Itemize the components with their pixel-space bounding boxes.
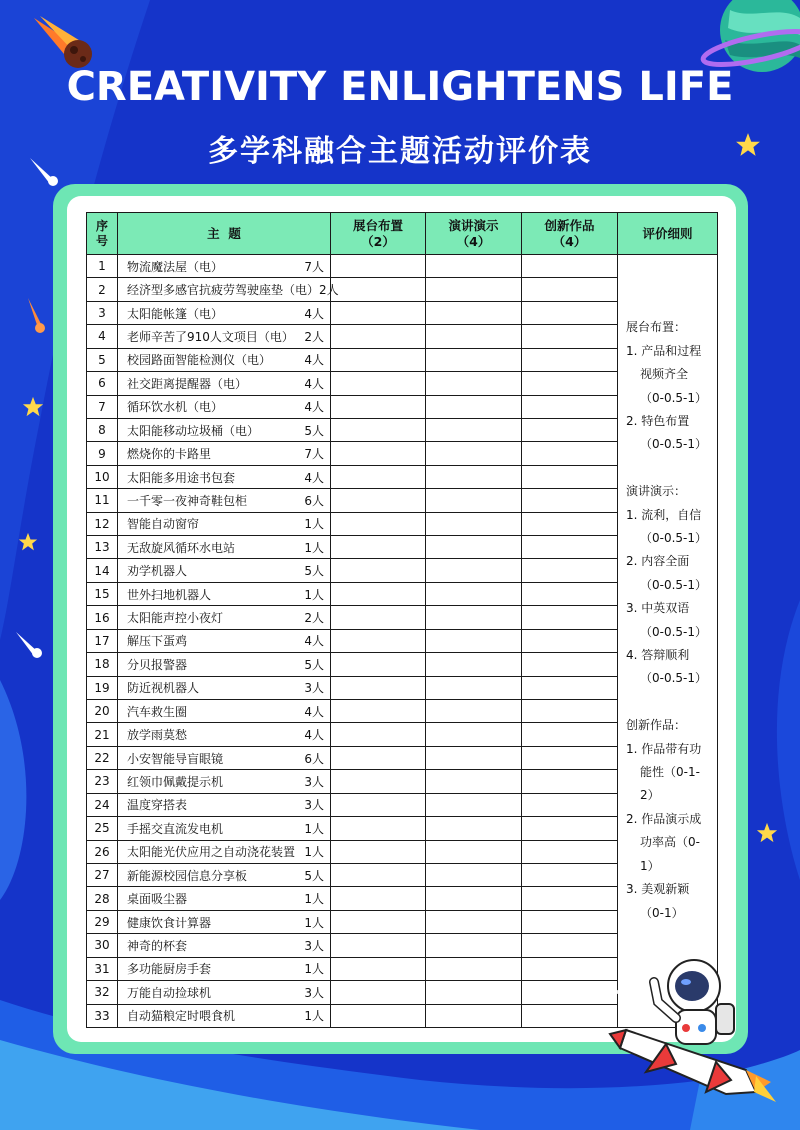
row-topic — [118, 981, 331, 1004]
row-topic — [118, 863, 331, 886]
booth-score-cell[interactable] — [331, 957, 426, 980]
work-score-cell[interactable] — [522, 559, 618, 582]
details-work-item-3: 3. 美观新颖 — [626, 882, 690, 897]
topic-count: 4人 — [304, 400, 324, 415]
topic-count: 1人 — [304, 587, 324, 602]
row-number: 18 — [87, 653, 118, 676]
row-topic — [118, 723, 331, 746]
work-score-cell[interactable] — [522, 418, 618, 441]
row-number: 12 — [87, 512, 118, 535]
work-score-cell[interactable] — [522, 957, 618, 980]
topic-count: 2人 — [304, 329, 324, 344]
row-topic — [118, 676, 331, 699]
row-number: 9 — [87, 442, 118, 465]
row-number: 23 — [87, 770, 118, 793]
speech-score-cell[interactable] — [426, 301, 522, 324]
row-number: 21 — [87, 723, 118, 746]
details-booth-item-1: 1. 产品和过程 — [626, 343, 702, 358]
speech-score-cell[interactable] — [426, 840, 522, 863]
speech-score-cell[interactable] — [426, 536, 522, 559]
booth-score-cell[interactable] — [331, 606, 426, 629]
booth-score-cell[interactable] — [331, 348, 426, 371]
details-speech-item-2: 2. 内容全面 — [626, 554, 690, 569]
header-topic: 主 题 — [118, 213, 331, 255]
booth-score-cell[interactable] — [331, 559, 426, 582]
work-score-cell[interactable] — [522, 395, 618, 418]
topic-name: 汽车救生圈 — [127, 704, 188, 719]
booth-score-cell[interactable] — [331, 840, 426, 863]
topic-count: 1人 — [304, 915, 324, 930]
speech-score-cell[interactable] — [426, 887, 522, 910]
speech-score-cell[interactable] — [426, 653, 522, 676]
row-topic — [118, 372, 331, 395]
speech-score-cell[interactable] — [426, 418, 522, 441]
topic-name: 太阳能移动垃圾桶（电） — [127, 423, 260, 438]
row-number: 17 — [87, 629, 118, 652]
details-booth-item-2-score: （0-0.5-1） — [640, 437, 708, 452]
topic-count: 1人 — [304, 845, 324, 860]
topic-name: 无敌旋风循环水电站 — [127, 540, 236, 555]
table-row — [87, 255, 718, 278]
topic-name: 手摇交直流发电机 — [127, 821, 224, 836]
topic-name: 万能自动捡球机 — [127, 985, 212, 1000]
header-work — [522, 213, 618, 255]
header-booth-label: 展台布置 — [352, 217, 403, 233]
row-topic — [118, 629, 331, 652]
booth-score-cell[interactable] — [331, 418, 426, 441]
row-number: 2 — [87, 278, 118, 301]
topic-name: 燃烧你的卡路里 — [127, 447, 212, 462]
booth-score-cell[interactable] — [331, 255, 426, 278]
work-score-cell[interactable] — [522, 1004, 618, 1028]
booth-score-cell[interactable] — [331, 700, 426, 723]
work-score-cell[interactable] — [522, 887, 618, 910]
work-score-cell[interactable] — [522, 793, 618, 816]
topic-count: 4人 — [304, 470, 324, 485]
work-score-cell[interactable] — [522, 676, 618, 699]
row-number: 8 — [87, 418, 118, 441]
topic-name: 神奇的杯套 — [127, 938, 188, 953]
row-topic — [118, 489, 331, 512]
row-number: 1 — [87, 255, 118, 278]
booth-score-cell[interactable] — [331, 489, 426, 512]
row-topic — [118, 653, 331, 676]
row-number: 26 — [87, 840, 118, 863]
booth-score-cell[interactable] — [331, 887, 426, 910]
topic-name: 劝学机器人 — [127, 564, 188, 579]
row-number: 4 — [87, 325, 118, 348]
details-work-item-1: 1. 作品带有功 — [626, 741, 702, 756]
speech-score-cell[interactable] — [426, 582, 522, 605]
speech-score-cell[interactable] — [426, 255, 522, 278]
speech-score-cell[interactable] — [426, 981, 522, 1004]
work-score-cell[interactable] — [522, 536, 618, 559]
work-score-cell[interactable] — [522, 255, 618, 278]
topic-name: 物流魔法屋（电） — [127, 259, 224, 274]
booth-score-cell[interactable] — [331, 910, 426, 933]
topic-count: 1人 — [304, 1009, 324, 1024]
row-topic — [118, 910, 331, 933]
row-topic — [118, 934, 331, 957]
booth-score-cell[interactable] — [331, 793, 426, 816]
speech-score-cell[interactable] — [426, 676, 522, 699]
topic-count: 3人 — [304, 938, 324, 953]
details-work-item-2: 2. 作品演示成 — [626, 811, 702, 826]
row-topic — [118, 536, 331, 559]
speech-score-cell[interactable] — [426, 325, 522, 348]
topic-name: 桌面吸尘器 — [127, 892, 188, 907]
booth-score-cell[interactable] — [331, 325, 426, 348]
speech-score-cell[interactable] — [426, 934, 522, 957]
row-number: 30 — [87, 934, 118, 957]
details-work-item-3-score: （0-1） — [640, 905, 684, 920]
booth-score-cell[interactable] — [331, 723, 426, 746]
row-topic — [118, 700, 331, 723]
row-topic — [118, 746, 331, 769]
topic-count: 4人 — [304, 704, 324, 719]
booth-score-cell[interactable] — [331, 817, 426, 840]
topic-name: 社交距离提醒器（电） — [127, 376, 248, 391]
row-topic — [118, 278, 339, 301]
topic-name: 小安智能导盲眼镜 — [127, 751, 224, 766]
row-number: 14 — [87, 559, 118, 582]
row-number: 15 — [87, 582, 118, 605]
work-score-cell[interactable] — [522, 278, 618, 301]
topic-name: 红领巾佩戴提示机 — [127, 774, 224, 789]
topic-count: 1人 — [304, 962, 324, 977]
details-speech-item-3: 3. 中英双语 — [626, 601, 690, 616]
booth-score-cell[interactable] — [331, 981, 426, 1004]
topic-name: 太阳能帐篷（电） — [127, 306, 224, 321]
topic-name: 太阳能声控小夜灯 — [127, 611, 224, 626]
speech-score-cell[interactable] — [426, 395, 522, 418]
work-score-cell[interactable] — [522, 700, 618, 723]
row-topic — [118, 418, 331, 441]
work-score-cell[interactable] — [522, 840, 618, 863]
topic-count: 4人 — [304, 353, 324, 368]
topic-count: 5人 — [304, 564, 324, 579]
topic-name: 温度穿搭表 — [127, 798, 188, 813]
details-work-heading: 创新作品： — [626, 718, 687, 733]
topic-count: 7人 — [304, 259, 324, 274]
speech-score-cell[interactable] — [426, 817, 522, 840]
page-title: 多学科融合主题活动评价表 — [208, 134, 592, 169]
booth-score-cell[interactable] — [331, 863, 426, 886]
topic-name: 循环饮水机（电） — [127, 400, 224, 415]
header-work-score: （4） — [552, 233, 587, 249]
header-speech — [426, 213, 522, 255]
header-row — [87, 213, 718, 255]
row-topic — [118, 512, 331, 535]
row-number: 7 — [87, 395, 118, 418]
work-score-cell[interactable] — [522, 325, 618, 348]
row-topic — [118, 1004, 331, 1028]
topic-count: 5人 — [304, 657, 324, 672]
work-score-cell[interactable] — [522, 723, 618, 746]
topic-name: 经济型多感官抗疲劳驾驶座垫（电） — [127, 283, 320, 298]
work-score-cell[interactable] — [522, 348, 618, 371]
work-score-cell[interactable] — [522, 817, 618, 840]
speech-score-cell[interactable] — [426, 489, 522, 512]
work-score-cell[interactable] — [522, 863, 618, 886]
row-number: 16 — [87, 606, 118, 629]
work-score-cell[interactable] — [522, 653, 618, 676]
details-speech-item-1: 1. 流利，自信 — [626, 507, 702, 522]
row-number: 19 — [87, 676, 118, 699]
topic-count: 4人 — [304, 376, 324, 391]
topic-count: 4人 — [304, 634, 324, 649]
row-number: 24 — [87, 793, 118, 816]
booth-score-cell[interactable] — [331, 278, 426, 301]
work-score-cell[interactable] — [522, 465, 618, 488]
booth-score-cell[interactable] — [331, 536, 426, 559]
booth-score-cell[interactable] — [331, 1004, 426, 1028]
booth-score-cell[interactable] — [331, 582, 426, 605]
topic-name: 解压下蛋鸡 — [127, 634, 188, 649]
speech-score-cell[interactable] — [426, 957, 522, 980]
row-topic — [118, 793, 331, 816]
row-topic — [118, 442, 331, 465]
speech-score-cell[interactable] — [426, 863, 522, 886]
row-number: 3 — [87, 301, 118, 324]
header-index — [87, 213, 118, 255]
topic-count: 6人 — [304, 493, 324, 508]
meteor-icon — [26, 296, 48, 336]
row-number: 11 — [87, 489, 118, 512]
row-topic — [118, 606, 331, 629]
speech-score-cell[interactable] — [426, 793, 522, 816]
topic-name: 新能源校园信息分享板 — [127, 868, 248, 883]
details-speech-item-3-score: （0-0.5-1） — [640, 624, 708, 639]
speech-score-cell[interactable] — [426, 372, 522, 395]
row-number: 22 — [87, 746, 118, 769]
topic-count: 4人 — [304, 306, 324, 321]
row-number: 28 — [87, 887, 118, 910]
header-index-label: 序号 — [95, 218, 108, 248]
speech-score-cell[interactable] — [426, 746, 522, 769]
topic-name: 健康饮食计算器 — [127, 915, 212, 930]
row-topic — [118, 559, 331, 582]
work-score-cell[interactable] — [522, 489, 618, 512]
details-booth-heading: 展台布置： — [626, 320, 687, 335]
booth-score-cell[interactable] — [331, 465, 426, 488]
row-topic — [118, 301, 331, 324]
row-topic — [118, 465, 331, 488]
work-score-cell[interactable] — [522, 934, 618, 957]
astronaut-on-rocket-icon — [606, 952, 776, 1112]
topic-name: 防近视机器人 — [127, 681, 200, 696]
booth-score-cell[interactable] — [331, 934, 426, 957]
header-speech-score: （4） — [456, 233, 491, 249]
details-speech-item-4-score: （0-0.5-1） — [640, 671, 708, 686]
booth-score-cell[interactable] — [331, 676, 426, 699]
details-booth-item-2: 2. 特色布置 — [626, 414, 690, 429]
topic-count: 2人 — [319, 283, 339, 298]
topic-name: 一千零一夜神奇鞋包柜 — [127, 493, 248, 508]
header-details: 评价细则 — [618, 213, 718, 255]
booth-score-cell[interactable] — [331, 442, 426, 465]
row-number: 10 — [87, 465, 118, 488]
work-score-cell[interactable] — [522, 770, 618, 793]
speech-score-cell[interactable] — [426, 910, 522, 933]
row-topic — [118, 255, 331, 278]
topic-name: 放学雨莫愁 — [127, 728, 188, 743]
work-score-cell[interactable] — [522, 372, 618, 395]
row-topic — [118, 957, 331, 980]
topic-name: 多功能厨房手套 — [127, 962, 212, 977]
details-speech-item-2-score: （0-0.5-1） — [640, 577, 708, 592]
details-speech-item-1-score: （0-0.5-1） — [640, 531, 708, 546]
topic-count: 1人 — [304, 821, 324, 836]
details-work-item-1-cont: 能性（0-1-2） — [640, 765, 700, 803]
booth-score-cell[interactable] — [331, 653, 426, 676]
work-score-cell[interactable] — [522, 512, 618, 535]
star-icon — [22, 396, 44, 418]
topic-count: 4人 — [304, 728, 324, 743]
speech-score-cell[interactable] — [426, 629, 522, 652]
details-work-item-2-cont: 功率高（0-1） — [640, 835, 700, 873]
row-topic — [118, 348, 331, 371]
row-number: 5 — [87, 348, 118, 371]
header-booth-score: （2） — [361, 233, 395, 249]
speech-score-cell[interactable] — [426, 442, 522, 465]
row-number: 33 — [87, 1004, 118, 1028]
topic-name: 太阳能光伏应用之自动浇花装置 — [127, 845, 296, 860]
booth-score-cell[interactable] — [331, 372, 426, 395]
topic-count: 1人 — [304, 517, 324, 532]
work-score-cell[interactable] — [522, 582, 618, 605]
star-icon — [18, 532, 38, 552]
topic-count: 1人 — [304, 892, 324, 907]
topic-name: 校园路面智能检测仪（电） — [127, 353, 272, 368]
work-score-cell[interactable] — [522, 910, 618, 933]
topic-name: 智能自动窗帘 — [127, 517, 200, 532]
page-title-english: CREATIVITY ENLIGHTENS LIFE — [66, 64, 734, 110]
details-speech-item-4: 4. 答辩顺利 — [626, 648, 690, 663]
speech-score-cell[interactable] — [426, 348, 522, 371]
speech-score-cell[interactable] — [426, 559, 522, 582]
meteor-icon — [14, 630, 44, 660]
row-number: 20 — [87, 700, 118, 723]
details-cell — [618, 255, 718, 1028]
work-score-cell[interactable] — [522, 606, 618, 629]
work-score-cell[interactable] — [522, 746, 618, 769]
topic-count: 7人 — [304, 447, 324, 462]
speech-score-cell[interactable] — [426, 606, 522, 629]
row-topic — [118, 887, 331, 910]
speech-score-cell[interactable] — [426, 700, 522, 723]
booth-score-cell[interactable] — [331, 746, 426, 769]
topic-count: 5人 — [304, 868, 324, 883]
booth-score-cell[interactable] — [331, 770, 426, 793]
speech-score-cell[interactable] — [426, 723, 522, 746]
topic-count: 2人 — [304, 611, 324, 626]
row-number: 25 — [87, 817, 118, 840]
header-work-label: 创新作品 — [544, 217, 595, 233]
topic-count: 6人 — [304, 751, 324, 766]
row-topic — [118, 840, 331, 863]
row-number: 13 — [87, 536, 118, 559]
row-topic — [118, 582, 331, 605]
header-booth — [331, 213, 426, 255]
header-speech-label: 演讲演示 — [448, 217, 499, 233]
topic-name: 分贝报警器 — [127, 657, 188, 672]
topic-count: 1人 — [304, 540, 324, 555]
work-score-cell[interactable] — [522, 442, 618, 465]
speech-score-cell[interactable] — [426, 278, 522, 301]
details-booth-item-1-cont: 视频齐全 — [640, 367, 689, 382]
booth-score-cell[interactable] — [331, 301, 426, 324]
booth-score-cell[interactable] — [331, 395, 426, 418]
work-score-cell[interactable] — [522, 629, 618, 652]
evaluation-table — [86, 212, 718, 1028]
row-topic — [118, 325, 331, 348]
topic-count: 5人 — [304, 423, 324, 438]
speech-score-cell[interactable] — [426, 1004, 522, 1028]
topic-count: 3人 — [304, 681, 324, 696]
topic-name: 太阳能多用途书包套 — [127, 470, 236, 485]
speech-score-cell[interactable] — [426, 770, 522, 793]
row-number: 6 — [87, 372, 118, 395]
topic-count: 3人 — [304, 774, 324, 789]
row-number: 27 — [87, 863, 118, 886]
speech-score-cell[interactable] — [426, 465, 522, 488]
topic-name: 自动猫粮定时喂食机 — [127, 1009, 236, 1024]
star-icon — [756, 822, 778, 844]
row-topic — [118, 770, 331, 793]
row-number: 29 — [87, 910, 118, 933]
booth-score-cell[interactable] — [331, 629, 426, 652]
details-booth-item-1-score: （0-0.5-1） — [640, 390, 708, 405]
topic-count: 3人 — [304, 798, 324, 813]
booth-score-cell[interactable] — [331, 512, 426, 535]
row-topic — [118, 817, 331, 840]
row-number: 31 — [87, 957, 118, 980]
details-speech-heading: 演讲演示： — [626, 484, 687, 499]
work-score-cell[interactable] — [522, 301, 618, 324]
topic-count: 3人 — [304, 985, 324, 1000]
row-topic — [118, 395, 331, 418]
topic-name: 老师辛苦了910人文项目（电） — [127, 329, 294, 344]
work-score-cell[interactable] — [522, 981, 618, 1004]
speech-score-cell[interactable] — [426, 512, 522, 535]
topic-name: 世外扫地机器人 — [127, 587, 212, 602]
row-number: 32 — [87, 981, 118, 1004]
